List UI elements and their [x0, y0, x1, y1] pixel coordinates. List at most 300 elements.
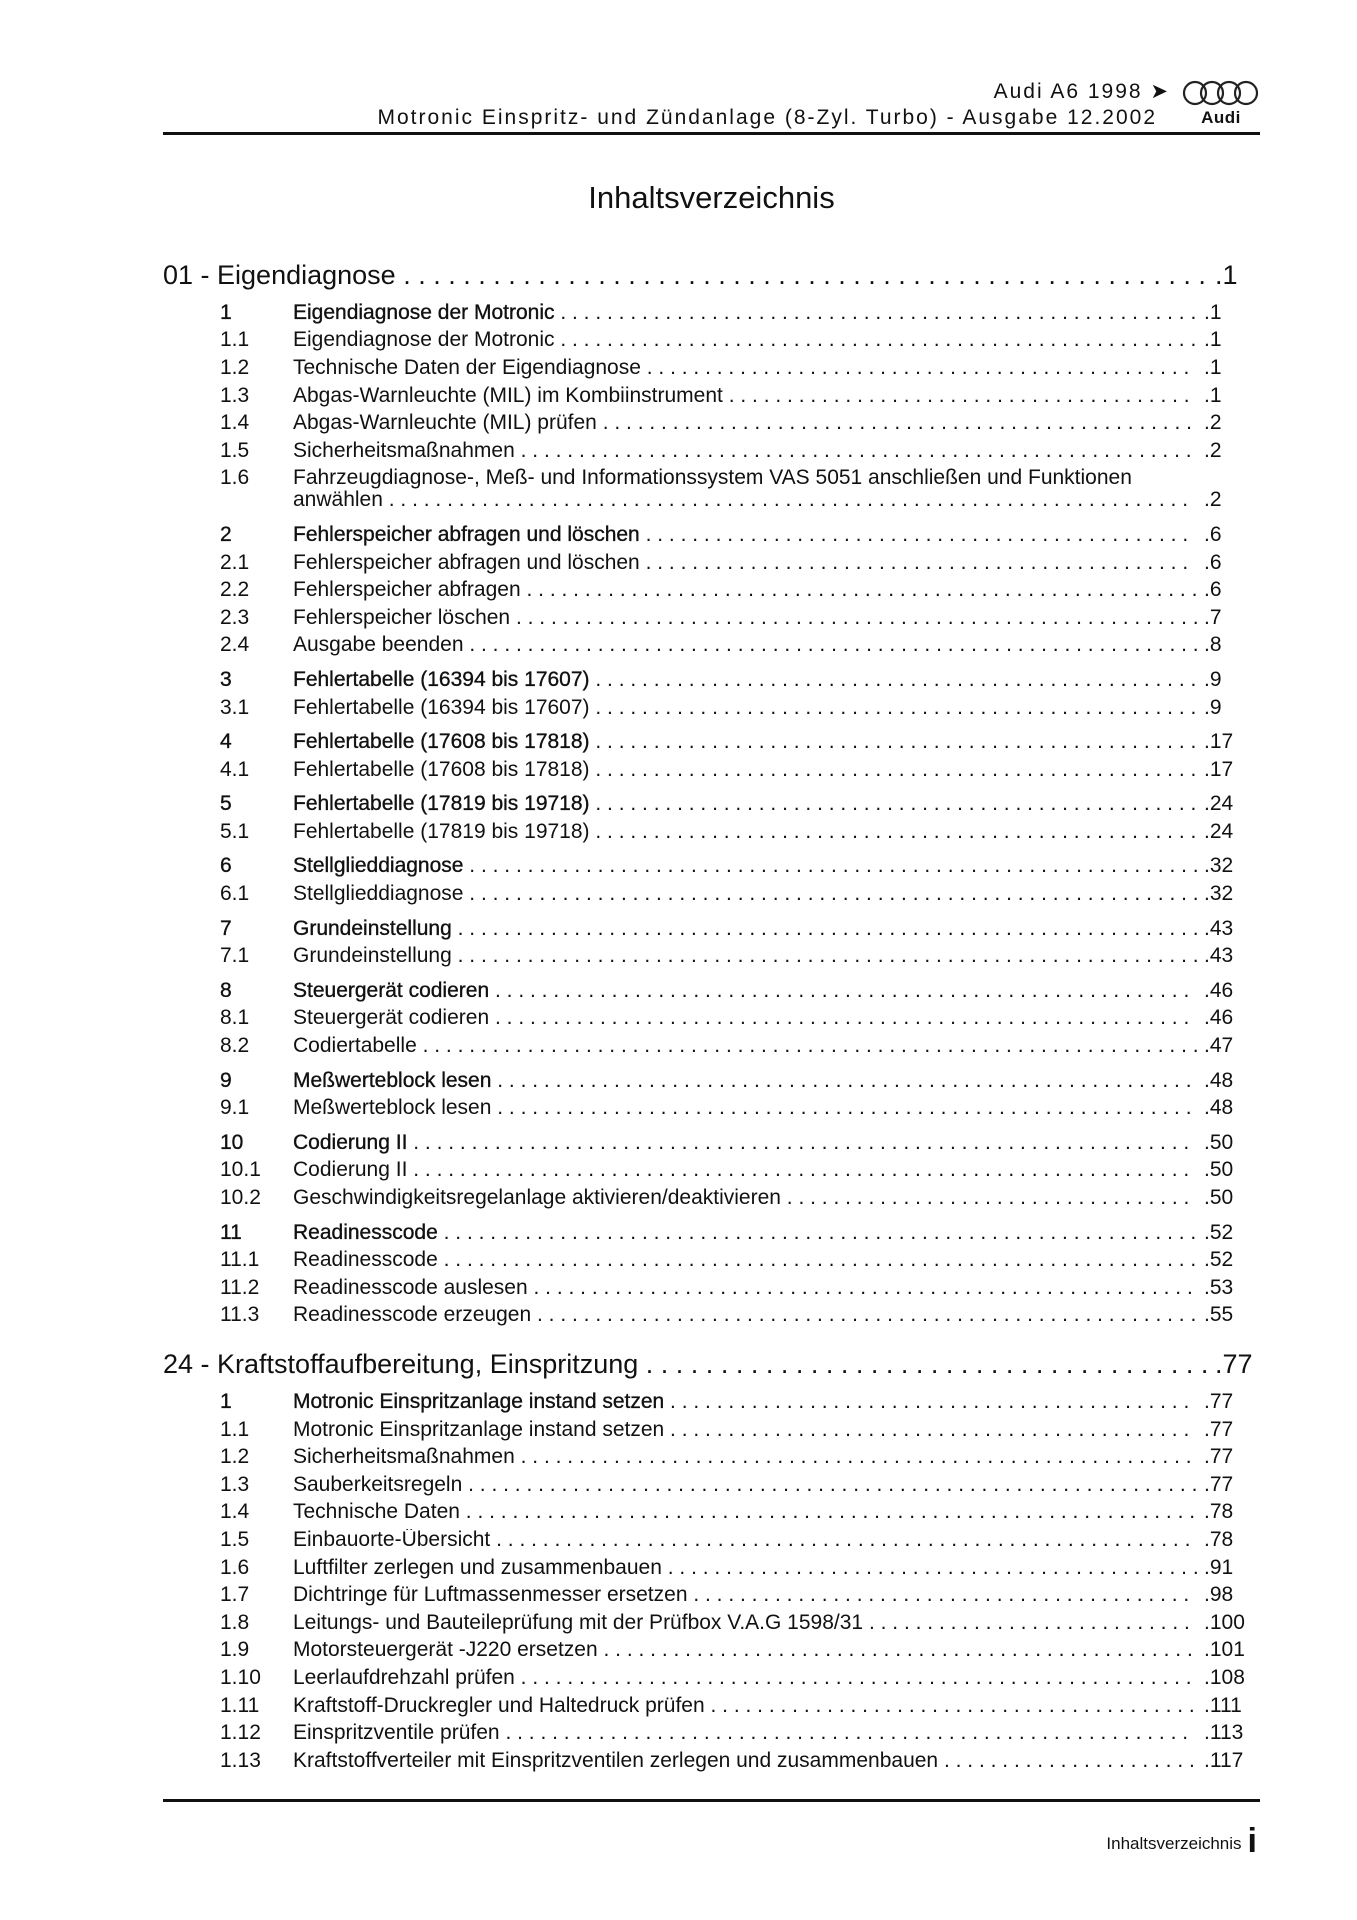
toc-group: [0, 299, 1357, 514]
entry-number: 11: [220, 1220, 242, 1244]
entry-title[interactable]: Fehlertabelle (17819 bis 19718): [293, 820, 590, 843]
entry-title[interactable]: Dichtringe für Luftmassenmesser ersetzen: [293, 1584, 688, 1607]
entry-number: 10: [220, 1130, 244, 1154]
toc-group: [0, 1388, 1357, 1774]
toc-entry[interactable]: [0, 1471, 1357, 1499]
leader-dots: . . . . . . . . . . . . . . . . . . . . . . . . . . . . . . . . . . .: [786, 1187, 1190, 1210]
toc-entry[interactable]: [0, 382, 1357, 410]
toc-chapter[interactable]: [0, 1347, 1357, 1381]
entry-title-block: [293, 440, 1199, 462]
leader-dots: . . . . . . . . . . . . . . . . . . . . . . . . . . . . . . . . . . . . . . . . . . . . . . . . . . . . . . . . . . . . . . .: [465, 1501, 1196, 1524]
entry-title-block: [293, 1667, 1199, 1689]
entry-page[interactable]: .77: [1204, 1417, 1234, 1441]
entry-title-block: [293, 329, 1199, 351]
header-divider: [163, 132, 1260, 135]
toc-group: [0, 1219, 1357, 1329]
entry-title-block: [293, 1639, 1199, 1661]
toc-entry[interactable]: [0, 1032, 1357, 1060]
leader-dots: . . . . . . . . . . . . . . . . . . . . . . . . . . . . . . . . . . . . . . . . . . . . . . . . . . . .: [595, 731, 1197, 754]
entry-number: 1.1: [220, 1417, 250, 1441]
entry-page[interactable]: .2: [1204, 438, 1222, 462]
leader-dots: . . . . . . . . . . . . . . . . . . . . . . . . . . . . . . . . . . . . . . . . . . . . . . . . . . . . . . . . . . . . . . . . . . .: [422, 1035, 1199, 1058]
leader-dots: . . . . . . . . . . . . . . . . . . . . . . . . . . . . . . . . . . . . . . . . . . . . . . . . . . . . . . . . . . . . . . .: [469, 855, 1199, 878]
entry-title[interactable]: Abgas-Warnleuchte (MIL) prüfen: [293, 412, 597, 435]
entry-number: 7: [220, 916, 232, 940]
toc-entry[interactable]: [0, 1388, 1357, 1416]
toc-entry[interactable]: [0, 853, 1357, 881]
leader-dots: . . . . . . . . . . . . . . . . . . . . . . . . . . . . . . . . . . . . . . . . . . . . . . . . . . . . . . . . . .: [520, 1666, 1192, 1689]
toc-entry[interactable]: [0, 1416, 1357, 1444]
entry-number: 2: [220, 522, 232, 546]
entry-number: 2.3: [220, 605, 250, 629]
entry-title[interactable]: Technische Daten: [293, 1501, 460, 1524]
entry-number: 1.12: [220, 1721, 261, 1745]
leader-dots: . . . . . . . . . . . . . . . . . . . . . . . . . . . . . . . . . . . . . . . . . . . . . . . . . . . . . . . . . . . . . . . . . . .: [413, 1131, 1190, 1154]
entry-title-block: [293, 1529, 1199, 1551]
entry-title-block: [293, 793, 1199, 815]
toc-entry[interactable]: [0, 728, 1357, 756]
entry-page[interactable]: .9: [1204, 667, 1222, 691]
entry-title[interactable]: Codierung II: [293, 1131, 408, 1154]
entry-page[interactable]: .48: [1204, 1068, 1234, 1092]
entry-title-block: [293, 1446, 1199, 1468]
header-subtitle: Motronic Einspritz- und Zündanlage (8-Zyl. Turbo) - Ausgabe 12.2002: [377, 106, 1157, 129]
leader-dots: . . . . . . . . . . . . . . . . . . . . . . . . . . . . . . . . . . . . . . . . . . . . . . . . . . . . . . . . . . . .: [497, 1097, 1192, 1120]
entry-title-block: [293, 1249, 1199, 1271]
entry-number: 1.4: [220, 1500, 250, 1524]
leader-dots: . . . . . . . . . . . . . . . . . . . . . . . . . . . . . . . . . . . . . . . . . . . . . . . . . . . . . . . . . .: [520, 439, 1192, 462]
entry-title[interactable]: Fehlertabelle (17819 bis 19718): [293, 793, 590, 816]
entry-title[interactable]: Geschwindigkeitsregelanlage aktivieren/deaktivieren: [293, 1187, 781, 1210]
entry-number: 1.2: [220, 1445, 250, 1469]
entry-number: 11.3: [220, 1303, 260, 1327]
entry-page[interactable]: .47: [1204, 1034, 1234, 1058]
entry-page[interactable]: .8: [1204, 633, 1222, 657]
entry-page[interactable]: .48: [1204, 1096, 1234, 1120]
entry-number: 9.1: [220, 1096, 250, 1120]
entry-title-block: [293, 883, 1199, 905]
entry-number: 4: [220, 730, 232, 754]
entry-title-block: [293, 634, 1199, 656]
toc-entry[interactable]: [0, 756, 1357, 784]
entry-title-block: [293, 697, 1199, 719]
entry-title[interactable]: Grundeinstellung: [293, 917, 452, 940]
entry-page[interactable]: .2: [1204, 488, 1222, 512]
entry-title[interactable]: Motronic Einspritzanlage instand setzen: [293, 1418, 665, 1441]
toc-entry[interactable]: [0, 818, 1357, 846]
leader-dots: . . . . . . . . . . . . . . . . . . . . . . . . . . . . . . . . . . . . . . . . . . . . . . .: [645, 523, 1189, 546]
toc-entry[interactable]: [0, 977, 1357, 1005]
leader-dots: . . . . . . . . . . . . . . . . . . . . . . . . . . . . . . . . . . . . . . . . . . . . . . . . . . . . . . . . . . . . . . .: [469, 883, 1199, 906]
entry-title[interactable]: Fehlerspeicher abfragen und löschen: [293, 523, 640, 546]
leader-dots: . . . . . . . . . . . . . . . . . . . . . . . . . . . . . . . . . . . . . . . . . . . . . . . . . . . . . . . . . . . .: [496, 1528, 1191, 1551]
entry-page[interactable]: .117: [1204, 1748, 1244, 1772]
entry-title[interactable]: Abgas-Warnleuchte (MIL) im Kombiinstrument: [293, 384, 723, 407]
leader-dots: . . . . . . . . . . . . . . . . . . . . . . . . . . . . . . . . . . . . . . . . . . . . . . . . . . . . . . .: [560, 301, 1197, 324]
entry-title[interactable]: Fahrzeugdiagnose-, Meß- und Informationssystem VAS 5051 anschließen und Funktionen anwählen: [293, 467, 1132, 512]
entry-page[interactable]: .43: [1204, 916, 1234, 940]
entry-number: 1.1: [220, 328, 250, 352]
entry-title-block: [293, 1007, 1199, 1029]
entry-title[interactable]: Kraftstoff-Druckregler und Haltedruck prüfen: [293, 1694, 705, 1717]
entry-number: 1.6: [220, 466, 250, 490]
entry-page[interactable]: .78: [1204, 1500, 1234, 1524]
toc-entry[interactable]: [0, 1554, 1357, 1582]
footer-divider: [163, 1799, 1260, 1802]
audi-rings-logo: [1181, 79, 1261, 109]
toc-entry[interactable]: [0, 1499, 1357, 1527]
entry-page[interactable]: .9: [1204, 695, 1222, 719]
toc-entry[interactable]: [0, 915, 1357, 943]
entry-page[interactable]: .78: [1204, 1527, 1234, 1551]
entry-page[interactable]: .7: [1204, 605, 1222, 629]
toc-entry[interactable]: [0, 1094, 1357, 1122]
leader-dots: . . . . . . . . . . . . . . . . . . . . . . . . . . . .: [868, 1611, 1190, 1634]
entry-title-block: [293, 1722, 1199, 1744]
toc-entry[interactable]: [0, 1067, 1357, 1095]
entry-number: 1.8: [220, 1610, 250, 1634]
leader-dots: . . . . . . . . . . . . . . . . . . . . . . . . . . . . . . . . . . . . . . . . . . . . . . . . . . . . . . . . . . . . . . . . . . .: [413, 1159, 1190, 1182]
toc-entry[interactable]: [0, 1157, 1357, 1185]
toc-entry[interactable]: [0, 632, 1357, 660]
toc-entry[interactable]: [0, 1637, 1357, 1665]
entry-title-block: [293, 552, 1199, 574]
entry-title-block: [293, 1132, 1199, 1154]
entry-title-block: [293, 607, 1199, 629]
leader-dots: . . . . . . . . . . . . . . . . . . . . . . . . . . . . . . . . . . . . . . . . . . . . . . . . . . . . . . . . . . .: [515, 606, 1199, 629]
entry-number: 6: [220, 854, 232, 878]
entry-title[interactable]: Stellglieddiagnose: [293, 883, 464, 906]
footer-label: Inhaltsverzeichnis: [1106, 1834, 1242, 1853]
entry-title[interactable]: Luftfilter zerlegen und zusammenbauen: [293, 1556, 662, 1579]
audi-logo-text: Audi: [1201, 108, 1241, 127]
toc-entry[interactable]: [0, 694, 1357, 722]
entry-title-block: [293, 1557, 1199, 1579]
toc-entry[interactable]: [0, 354, 1357, 382]
entry-number: 10.2: [220, 1186, 261, 1210]
entry-title-block: [293, 759, 1199, 781]
entry-number: 3: [220, 667, 232, 691]
toc-entry[interactable]: [0, 1129, 1357, 1157]
entry-title[interactable]: Ausgabe beenden: [293, 634, 464, 657]
entry-title[interactable]: Steuergerät codieren: [293, 979, 490, 1002]
toc-entry[interactable]: [0, 1581, 1357, 1609]
entry-title[interactable]: Codierung II: [293, 1159, 408, 1182]
entry-title[interactable]: Sauberkeitsregeln: [293, 1473, 463, 1496]
entry-title-block: [293, 467, 1199, 511]
entry-number: 5: [220, 792, 232, 816]
leader-dots: . . . . . . . . . . . . . . . . . . . . . . . . . . . . . . . . . . . . . . . . . . . . . . . . . . . . . . . . . . . .: [494, 979, 1190, 1002]
entry-page[interactable]: .108: [1204, 1665, 1245, 1689]
entry-number: 1.3: [220, 383, 250, 407]
entry-title[interactable]: Readinesscode auslesen: [293, 1276, 528, 1299]
entry-title[interactable]: Einbauorte-Übersicht: [293, 1528, 491, 1551]
entry-number: 8: [220, 978, 232, 1002]
leader-dots: . . . . . . . . . . . . . . . . . . . . . . . . . . . . . . . . . . . . . . . . . . . . . . .: [646, 356, 1190, 379]
entry-page[interactable]: .111: [1204, 1693, 1242, 1717]
entry-title[interactable]: Fehlerspeicher abfragen: [293, 579, 521, 602]
entry-title[interactable]: Eigendiagnose der Motronic: [293, 301, 555, 324]
entry-page[interactable]: .32: [1204, 882, 1234, 906]
entry-title-block: [293, 1391, 1199, 1413]
entry-title-block: [293, 1419, 1199, 1441]
entry-number: 1: [220, 300, 232, 324]
entry-title[interactable]: Fehlertabelle (17608 bis 17818): [293, 758, 590, 781]
entry-number: 8.1: [220, 1006, 250, 1030]
entry-page[interactable]: .1: [1204, 300, 1222, 324]
entry-title-block: [293, 1159, 1199, 1181]
entry-page[interactable]: .6: [1204, 578, 1222, 602]
toc-entry[interactable]: [0, 465, 1357, 515]
entry-page[interactable]: .1: [1204, 328, 1222, 352]
entry-page[interactable]: .77: [1204, 1389, 1234, 1413]
toc-entry[interactable]: [0, 1747, 1357, 1775]
leader-dots: . . . . . . . . . . . . . . . . . . . . . . . . . . . . . . . . . . . . . . . . . . . . . .: [667, 1556, 1199, 1579]
entry-number: 7.1: [220, 944, 250, 968]
leader-dots: . . . . . . . . . . . . . . . . . . . . . . . . . . . . . . . . . . . . . . . . . . . . . . . . . . . . . .: [403, 260, 1206, 290]
entry-title-block: [293, 918, 1199, 940]
entry-number: 8.2: [220, 1034, 250, 1058]
entry-page[interactable]: .43: [1204, 944, 1234, 968]
footer-page-marker: i: [1247, 1822, 1257, 1860]
toc-group: [0, 1129, 1357, 1212]
leader-dots: . . . . . . . . . . . . . . . . . . . . . . . . . . . . . . . . . . . . . . . . . . . . . . . . . . . . . . . . . . . .: [494, 1007, 1190, 1030]
entry-title[interactable]: Einspritzventile prüfen: [293, 1722, 500, 1745]
entry-page[interactable]: .46: [1204, 978, 1234, 1002]
toc-entry[interactable]: [0, 1443, 1357, 1471]
entry-title[interactable]: Codiertabelle: [293, 1035, 417, 1058]
entry-title-block: [293, 1584, 1199, 1606]
leader-dots: . . . . . . . . . . . . . . . . . . . . . . . . . . . . . . . . . . . . . . . . . . . . . . . . . . . . . . . . . . . . . . . .: [457, 945, 1199, 968]
entry-number: 1.5: [220, 1527, 250, 1551]
entry-page[interactable]: .1: [1204, 355, 1222, 379]
entry-number: 1.7: [220, 1583, 250, 1607]
toc-group: [0, 791, 1357, 846]
entry-title[interactable]: Leerlaufdrehzahl prüfen: [293, 1666, 515, 1689]
toc-entry[interactable]: [0, 437, 1357, 465]
toc-entry[interactable]: [0, 1302, 1357, 1330]
entry-title-block: [293, 412, 1199, 434]
entry-title[interactable]: Meßwerteblock lesen: [293, 1069, 492, 1092]
chapter-page[interactable]: .77: [1215, 1349, 1253, 1380]
leader-dots: . . . . . . . . . . . . . . . . . . . . . . . . . . . . . . . . . . . . . .: [645, 1349, 1209, 1380]
toc-chapter[interactable]: [0, 258, 1357, 292]
entry-number: 1.11: [220, 1693, 260, 1717]
toc-entry[interactable]: [0, 1246, 1357, 1274]
entry-page[interactable]: .46: [1204, 1006, 1234, 1030]
entry-number: 2.1: [220, 550, 250, 574]
entry-page[interactable]: .24: [1204, 792, 1234, 816]
table-of-contents: [0, 258, 1357, 1775]
entry-page[interactable]: .55: [1204, 1303, 1234, 1327]
entry-page[interactable]: .17: [1204, 757, 1234, 781]
toc-entry[interactable]: [0, 791, 1357, 819]
entry-page[interactable]: .101: [1204, 1638, 1245, 1662]
entry-page[interactable]: .17: [1204, 730, 1234, 754]
entry-number: 1.5: [220, 438, 250, 462]
chapter-page[interactable]: .1: [1215, 260, 1238, 290]
entry-number: 6.1: [220, 882, 250, 906]
entry-title-block: [293, 669, 1199, 691]
toc-entry[interactable]: [0, 1609, 1357, 1637]
leader-dots: . . . . . . . . . . . . . . . . . . . . . .: [943, 1749, 1195, 1772]
entry-title-block: [293, 357, 1199, 379]
entry-page[interactable]: .100: [1204, 1610, 1245, 1634]
entry-title[interactable]: Readinesscode: [293, 1221, 438, 1244]
toc-entry[interactable]: [0, 409, 1357, 437]
toc-entry[interactable]: [0, 604, 1357, 632]
toc-entry[interactable]: [0, 666, 1357, 694]
entry-title-block: [293, 731, 1199, 753]
entry-title-block: [293, 1612, 1199, 1634]
entry-page[interactable]: .32: [1204, 854, 1234, 878]
entry-page[interactable]: .1: [1204, 383, 1222, 407]
entry-page[interactable]: .50: [1204, 1186, 1234, 1210]
leader-dots: . . . . . . . . . . . . . . . . . . . . . . . . . . . . . . . . . . . . . . . . . . . . . . . . . . . . . . .: [560, 329, 1197, 352]
chapter-title-block: [163, 258, 1211, 292]
entry-title-block: [293, 1501, 1199, 1523]
leader-dots: . . . . . . . . . . . . . . . . . . . . . . . . . . . . . . . . . . . . . . . . . . . . . . . . . . . .: [595, 668, 1197, 691]
entry-title[interactable]: Eigendiagnose der Motronic: [293, 329, 555, 352]
entry-number: 2.4: [220, 633, 250, 657]
entry-page[interactable]: .91: [1204, 1555, 1234, 1579]
entry-page[interactable]: .77: [1204, 1445, 1234, 1469]
toc-entry[interactable]: [0, 880, 1357, 908]
entry-page[interactable]: .113: [1204, 1721, 1244, 1745]
toc-entry[interactable]: [0, 1664, 1357, 1692]
toc-entry[interactable]: [0, 549, 1357, 577]
entry-title[interactable]: Fehlerspeicher abfragen und löschen: [293, 551, 640, 574]
entry-number: 1.13: [220, 1748, 261, 1772]
leader-dots: . . . . . . . . . . . . . . . . . . . . . . . . . . . . . . . . . . . . . . . . . . . . . . . . . . . . . . . . . . . . . . . .: [457, 917, 1199, 940]
toc-entry[interactable]: [0, 1184, 1357, 1212]
entry-page[interactable]: .77: [1204, 1472, 1234, 1496]
entry-title[interactable]: Fehlertabelle (16394 bis 17607): [293, 696, 590, 719]
entry-title-block: [293, 1695, 1199, 1717]
entry-title[interactable]: Motronic Einspritzanlage instand setzen: [293, 1390, 665, 1413]
toc-group: [0, 915, 1357, 970]
entry-title-block: [293, 1750, 1199, 1772]
entry-title[interactable]: Sicherheitsmaßnahmen: [293, 439, 515, 462]
entry-page[interactable]: .24: [1204, 819, 1234, 843]
entry-title[interactable]: Fehlertabelle (17608 bis 17818): [293, 731, 590, 754]
entry-title-block: [293, 945, 1199, 967]
entry-title[interactable]: Steuergerät codieren: [293, 1007, 490, 1030]
entry-number: 10.1: [220, 1158, 261, 1182]
toc-entry[interactable]: [0, 1719, 1357, 1747]
entry-title[interactable]: Kraftstoffverteiler mit Einspritzventilen zerlegen und zusammenbauen: [293, 1749, 939, 1772]
toc-entry[interactable]: [0, 576, 1357, 604]
leader-dots: . . . . . . . . . . . . . . . . . . . . . . . . . . . . . . . . . . . . . . . . . . . . . . . . . . . .: [595, 758, 1197, 781]
entry-page[interactable]: .52: [1204, 1220, 1234, 1244]
entry-page[interactable]: .6: [1204, 550, 1222, 574]
leader-dots: . . . . . . . . . . . . . . . . . . . . . . . . . . . . . . . . . . . . . . . . . . . . . . . . . . . . . . . . . . . . . . . . . . . . .: [388, 488, 1189, 512]
entry-title-block: [293, 1035, 1199, 1057]
toc-entry[interactable]: [0, 299, 1357, 327]
entry-title[interactable]: Readinesscode: [293, 1249, 438, 1272]
entry-title-block: [293, 1474, 1199, 1496]
toc-entry[interactable]: [0, 1526, 1357, 1554]
leader-dots: . . . . . . . . . . . . . . . . . . . . . . . . . . . . . . . . . . . . . . . . . . .: [693, 1584, 1190, 1607]
leader-dots: . . . . . . . . . . . . . . . . . . . . . . . . . . . . . . . . . . . . . . . .: [728, 384, 1190, 407]
leader-dots: . . . . . . . . . . . . . . . . . . . . . . . . . . . . . . . . . . . . . . . . . . . . . . . . . . . . . . . . . . . . . . . . .: [443, 1249, 1197, 1272]
entry-number: 9: [220, 1068, 232, 1092]
entry-number: 5.1: [220, 819, 250, 843]
toc-group: [0, 521, 1357, 659]
toc-entry[interactable]: [0, 521, 1357, 549]
leader-dots: . . . . . . . . . . . . . . . . . . . . . . . . . . . . . . . . . . . . . . . . . . . . . . . . . . . . . . . . . .: [526, 579, 1198, 602]
entry-title-block: [293, 1277, 1199, 1299]
entry-page[interactable]: .98: [1204, 1583, 1234, 1607]
entry-title[interactable]: Motorsteuergerät -J220 ersetzen: [293, 1639, 598, 1662]
toc-entry[interactable]: [0, 1219, 1357, 1247]
leader-dots: . . . . . . . . . . . . . . . . . . . . . . . . . . . . . . . . . . . . . . . . . . . . . . . . . . . .: [595, 793, 1197, 816]
entry-number: 2.2: [220, 578, 250, 602]
entry-title[interactable]: Technische Daten der Eigendiagnose: [293, 356, 641, 379]
entry-title-block: [293, 980, 1199, 1002]
page-title: Inhaltsverzeichnis: [588, 180, 835, 215]
entry-page[interactable]: .6: [1204, 522, 1222, 546]
leader-dots: . . . . . . . . . . . . . . . . . . . . . . . . . . . . . . . . . . . . . . . . . .: [710, 1694, 1195, 1717]
entry-title[interactable]: Stellglieddiagnose: [293, 855, 464, 878]
entry-page[interactable]: .50: [1204, 1158, 1234, 1182]
chapter-title[interactable]: 01 - Eigendiagnose: [163, 260, 396, 290]
toc-group: [0, 728, 1357, 783]
entry-title-block: [293, 524, 1199, 546]
entry-title-block: [293, 1097, 1199, 1119]
entry-title[interactable]: Meßwerteblock lesen: [293, 1097, 492, 1120]
entry-number: 1.4: [220, 411, 250, 435]
entry-page[interactable]: .53: [1204, 1275, 1234, 1299]
entry-number: 3.1: [220, 695, 250, 719]
entry-number: 1.2: [220, 355, 250, 379]
entry-title-block: [293, 855, 1199, 877]
entry-number: 1.9: [220, 1638, 250, 1662]
entry-title-block: [293, 1070, 1199, 1092]
entry-title-block: [293, 1187, 1199, 1209]
entry-number: 11.1: [220, 1248, 260, 1272]
leader-dots: . . . . . . . . . . . . . . . . . . . . . . . . . . . . . . . . . . . . . . . . . . . . . . . . . . . . . . . . . . .: [505, 1722, 1189, 1745]
leader-dots: . . . . . . . . . . . . . . . . . . . . . . . . . . . . . . . . . . . . . . . . . . . . . . . . . . . . . . . . . . . .: [497, 1069, 1192, 1092]
entry-number: 11.2: [220, 1275, 260, 1299]
leader-dots: . . . . . . . . . . . . . . . . . . . . . . . . . . . . . . . . . . . . . . . . . . . . . . . . . . . . . . . . . .: [520, 1446, 1192, 1469]
entry-page[interactable]: .52: [1204, 1248, 1234, 1272]
entry-title[interactable]: Sicherheitsmaßnahmen: [293, 1446, 515, 1469]
entry-title[interactable]: Readinesscode erzeugen: [293, 1304, 532, 1327]
entry-title-block: [293, 821, 1199, 843]
chapter-title[interactable]: 24 - Kraftstoffaufbereitung, Einspritzung: [163, 1349, 639, 1380]
leader-dots: . . . . . . . . . . . . . . . . . . . . . . . . . . . . . . . . . . . . . . . . . . . . . . . . . . . .: [595, 820, 1197, 843]
toc-entry[interactable]: [0, 942, 1357, 970]
leader-dots: . . . . . . . . . . . . . . . . . . . . . . . . . . . . . . . . . . . . . . . . . . . . . . . . . . . . . . . . .: [537, 1304, 1197, 1327]
leader-dots: . . . . . . . . . . . . . . . . . . . . . . . . . . . . . . . . . . . . . . . . . . . . . . .: [645, 551, 1189, 574]
entry-page[interactable]: .2: [1204, 411, 1222, 435]
toc-entry[interactable]: [0, 1692, 1357, 1720]
entry-number: 4.1: [220, 757, 250, 781]
toc-entry[interactable]: [0, 1274, 1357, 1302]
entry-page[interactable]: .50: [1204, 1130, 1234, 1154]
toc-entry[interactable]: [0, 1005, 1357, 1033]
entry-title[interactable]: Fehlerspeicher löschen: [293, 606, 511, 629]
entry-title[interactable]: Fehlertabelle (16394 bis 17607): [293, 668, 590, 691]
entry-number: 1.3: [220, 1472, 250, 1496]
entry-title-block: [293, 1222, 1199, 1244]
entry-title[interactable]: Leitungs- und Bauteileprüfung mit der Prüfbox V.A.G 1598/31: [293, 1611, 864, 1634]
entry-title[interactable]: Grundeinstellung: [293, 945, 452, 968]
leader-dots: . . . . . . . . . . . . . . . . . . . . . . . . . . . . . . . . . . . . . . . . . . . . . . . . . . .: [603, 1639, 1193, 1662]
toc-entry[interactable]: [0, 327, 1357, 355]
entry-number: 1: [220, 1389, 232, 1413]
